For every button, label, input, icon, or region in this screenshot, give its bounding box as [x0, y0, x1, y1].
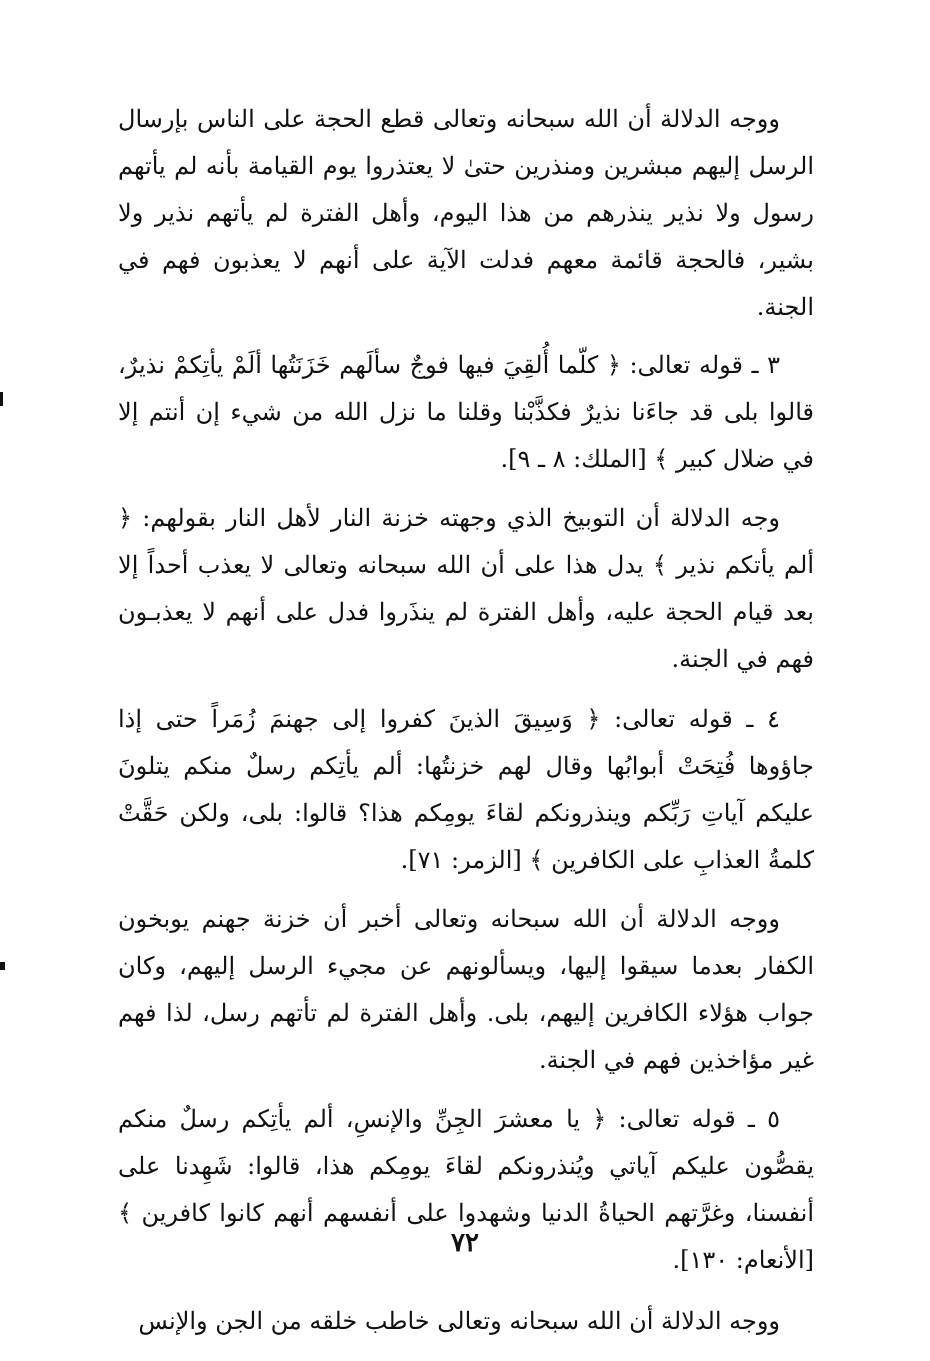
scan-edge-mark [0, 962, 5, 970]
paragraph-evidence-4: ووجه الدلالة أن الله سبحانه وتعالى أخبر أن خزنة جهنم يوبخون الكفار بعدما سيقوا إليها، ويسألونهم عن مجيء الرسل إليهم، وكان جواب هؤلاء الكافرين إليهم، بلى. وأهل الفترة لم تأتهم رسل، لذا فهم غير مؤاخذين فهم في الجنة. [118, 905, 814, 1074]
paragraph-verse-5: ٥ ـ قوله تعالى: ﴿ يا معشرَ الجِنِّ والإنسِ، ألم يأتِكم رسلٌ منكم يقصُّون عليكم آياتي ويُنذرونكم لقاءَ يومِكم هذا، قالوا: شَهِدنا على أنفسنا، وغرَّتهم الحياةُ الدنيا وشهدوا على أنفسهم أنهم كانوا كافرين ﴾ [الأنعام: ١٣٠]. [118, 1105, 814, 1274]
paragraph-evidence-5: ووجه الدلالة أن الله سبحانه وتعالى خاطب خلقه من الجن والإنس [138, 1307, 780, 1335]
page-number: ٧٢ [451, 1228, 479, 1258]
paragraph-evidence-3: وجه الدلالة أن التوبيخ الذي وجهته خزنة النار لأهل النار بقولهم: ﴿ ألم يأتكم نذير ﴾ يدل هذا على أن الله سبحانه وتعالى لا يعذب أحداً إلا بعد قيام الحجة عليه، وأهل الفترة لم ينذَروا فدل على أنهم لا يعذبـون فهم في الجنة. [118, 504, 814, 673]
paragraph-verse-4: ٤ ـ قوله تعالى: ﴿ وَسِيقَ الذينَ كفروا إلى جهنمَ زُمَراً حتى إذا جاؤوها فُتِحَتْ أبوابُها وقال لهم خزنتُها: ألم يأتِكم رسلٌ منكم يتلونَ عليكم آياتِ رَبِّكم وينذرونكم لقاءَ يومِكم هذا؟ قالوا: بلى، ولكن حَقَّتْ كلمةُ العذابِ على الكافرين ﴾ [الزمر: ٧١]. [118, 705, 814, 874]
page-body [118, 96, 814, 1345]
paragraph-evidence-1: ووجه الدلالة أن الله سبحانه وتعالى قطع الحجة على الناس بإرسال الرسل إليهم مبشرين ومنذرين حتىٰ لا يعتذروا يوم القيامة بأنه لم يأتهم رسول ولا نذير ينذرهم من هذا اليوم، وأهل الفترة لم يأتهم نذير ولا بشير، فالحجة قائمة معهم فدلت الآية على أنهم لا يعذبون فهم في الجنة. [118, 105, 814, 321]
scan-edge-mark [0, 392, 3, 406]
paragraph-verse-3: ٣ ـ قوله تعالى: ﴿ كلّما أُلقِيَ فيها فوجٌ سألَهم خَزَنَتُها ألَمْ يأتِكمْ نذيرٌ، قالوا بلى قد جاءَنا نذيرٌ فكذَّبْنا وقلنا ما نزل الله من شيء إن أنتم إلا في ضلال كبير ﴾ [الملك: ٨ ـ ٩]. [118, 351, 814, 473]
